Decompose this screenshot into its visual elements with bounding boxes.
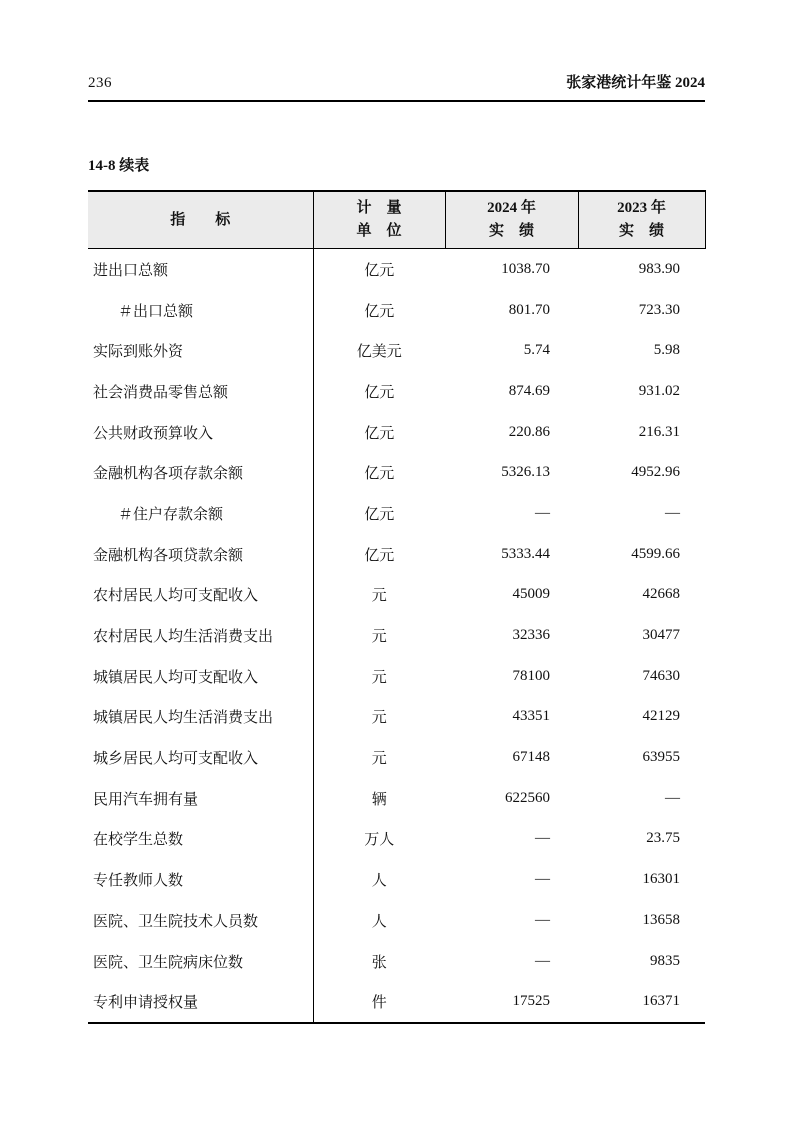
header-2023-line1: 2023 年 <box>617 200 666 216</box>
indicator-cell: 农村居民人均生活消费支出 <box>88 615 313 656</box>
value-2023-cell: 63955 <box>642 749 680 766</box>
table-row <box>88 859 705 900</box>
unit-cell: 亿元 <box>364 303 395 320</box>
value-2024-cell: 220.86 <box>508 423 550 440</box>
value-2024-cell: 622560 <box>505 789 550 806</box>
table-row <box>88 412 705 453</box>
value-2023-cell: 931.02 <box>638 382 680 399</box>
value-2024-cell: 1038.70 <box>501 260 550 277</box>
statistics-table <box>88 190 706 1024</box>
book-title: 张家港统计年鉴 2024 <box>566 75 705 91</box>
unit-cell: 元 <box>371 588 387 605</box>
indicator-cell: 公共财政预算收入 <box>88 412 313 453</box>
unit-cell: 件 <box>371 995 387 1012</box>
value-2023-cell: 23.75 <box>646 830 680 847</box>
header-2023 <box>578 191 705 249</box>
header-unit-line1: 计 量 <box>356 200 402 216</box>
indicator-cell: 进出口总额 <box>88 249 313 290</box>
table-row <box>88 371 705 412</box>
indicator-cell: 金融机构各项贷款余额 <box>88 534 313 575</box>
table-row <box>88 290 705 331</box>
unit-cell: 万人 <box>364 832 395 849</box>
indicator-cell: 城乡居民人均可支配收入 <box>88 737 313 778</box>
unit-cell: 辆 <box>371 791 387 808</box>
unit-cell: 元 <box>371 629 387 646</box>
indicator-cell: 金融机构各项存款余额 <box>88 452 313 493</box>
table-row <box>88 656 705 697</box>
unit-cell: 人 <box>371 913 387 930</box>
indicator-cell: 城镇居民人均生活消费支出 <box>88 697 313 738</box>
header-indicator-label: 指 标 <box>170 211 231 228</box>
value-2024-cell: 43351 <box>512 708 550 725</box>
value-2023-cell: 4599.66 <box>631 545 680 562</box>
header-unit <box>313 191 445 249</box>
value-2024-cell: 5326.13 <box>501 464 550 481</box>
table-row <box>88 819 705 860</box>
value-2023-cell: 30477 <box>642 627 680 644</box>
table-row <box>88 981 705 1023</box>
value-2023-cell: 4952.96 <box>631 464 680 481</box>
table-caption: 14-8 续表 <box>88 158 150 174</box>
indicator-cell: 在校学生总数 <box>88 819 313 860</box>
value-2024-cell: 5.74 <box>523 342 550 359</box>
value-2024-cell: — <box>535 911 550 928</box>
indicator-cell: 医院、卫生院病床位数 <box>88 941 313 982</box>
unit-cell: 张 <box>371 954 387 971</box>
page-number: 236 <box>88 75 112 91</box>
unit-cell: 亿美元 <box>356 344 402 361</box>
unit-cell: 元 <box>371 669 387 686</box>
table-row <box>88 575 705 616</box>
indicator-cell: 民用汽车拥有量 <box>88 778 313 819</box>
value-2023-cell: 723.30 <box>638 301 680 318</box>
indicator-cell: 专任教师人数 <box>88 859 313 900</box>
value-2024-cell: — <box>535 952 550 969</box>
unit-cell: 亿元 <box>364 466 395 483</box>
running-header <box>88 0 705 102</box>
header-2024-line2: 实 绩 <box>488 223 534 239</box>
value-2024-cell: — <box>535 504 550 521</box>
unit-cell: 亿元 <box>364 547 395 564</box>
unit-cell: 元 <box>371 710 387 727</box>
value-2024-cell: 17525 <box>512 993 550 1010</box>
value-2023-cell: 42668 <box>642 586 680 603</box>
value-2024-cell: — <box>535 830 550 847</box>
value-2024-cell: 32336 <box>512 627 550 644</box>
table-row <box>88 452 705 493</box>
table-row <box>88 249 705 290</box>
table-row <box>88 941 705 982</box>
table-row <box>88 615 705 656</box>
value-2024-cell: 874.69 <box>508 382 550 399</box>
value-2023-cell: 42129 <box>642 708 680 725</box>
value-2024-cell: — <box>535 871 550 888</box>
unit-cell: 亿元 <box>364 384 395 401</box>
table-row <box>88 697 705 738</box>
indicator-cell: 农村居民人均可支配收入 <box>88 575 313 616</box>
value-2023-cell: 216.31 <box>638 423 680 440</box>
value-2024-cell: 67148 <box>512 749 550 766</box>
value-2024-cell: 5333.44 <box>501 545 550 562</box>
indicator-cell: 医院、卫生院技术人员数 <box>88 900 313 941</box>
header-unit-line2: 单 位 <box>356 223 402 239</box>
table-row <box>88 778 705 819</box>
header-2023-line2: 实 绩 <box>618 223 664 239</box>
table-row <box>88 330 705 371</box>
indicator-cell: 实际到账外资 <box>88 330 313 371</box>
unit-cell: 元 <box>371 751 387 768</box>
unit-cell: 亿元 <box>364 262 395 279</box>
value-2024-cell: 78100 <box>512 667 550 684</box>
value-2023-cell: — <box>665 789 680 806</box>
table-body <box>88 249 705 1024</box>
value-2023-cell: 9835 <box>650 952 680 969</box>
unit-cell: 亿元 <box>364 506 395 523</box>
table-row <box>88 534 705 575</box>
value-2023-cell: — <box>665 504 680 521</box>
table-header-row <box>88 191 705 249</box>
indicator-cell: 专利申请授权量 <box>88 981 313 1023</box>
indicator-cell: ＃出口总额 <box>88 290 313 331</box>
value-2024-cell: 45009 <box>512 586 550 603</box>
table-row <box>88 737 705 778</box>
value-2023-cell: 16301 <box>642 871 680 888</box>
value-2023-cell: 16371 <box>642 993 680 1010</box>
value-2024-cell: 801.70 <box>508 301 550 318</box>
unit-cell: 亿元 <box>364 425 395 442</box>
header-indicator <box>88 191 313 249</box>
indicator-cell: 社会消费品零售总额 <box>88 371 313 412</box>
value-2023-cell: 13658 <box>642 911 680 928</box>
value-2023-cell: 983.90 <box>638 260 680 277</box>
value-2023-cell: 74630 <box>642 667 680 684</box>
page-content <box>88 0 705 1024</box>
unit-cell: 人 <box>371 873 387 890</box>
indicator-cell: 城镇居民人均可支配收入 <box>88 656 313 697</box>
header-2024-line1: 2024 年 <box>487 200 536 216</box>
table-row <box>88 900 705 941</box>
table-header <box>88 191 705 249</box>
header-2024 <box>445 191 578 249</box>
indicator-cell: ＃住户存款余额 <box>88 493 313 534</box>
value-2023-cell: 5.98 <box>653 342 680 359</box>
table-row <box>88 493 705 534</box>
